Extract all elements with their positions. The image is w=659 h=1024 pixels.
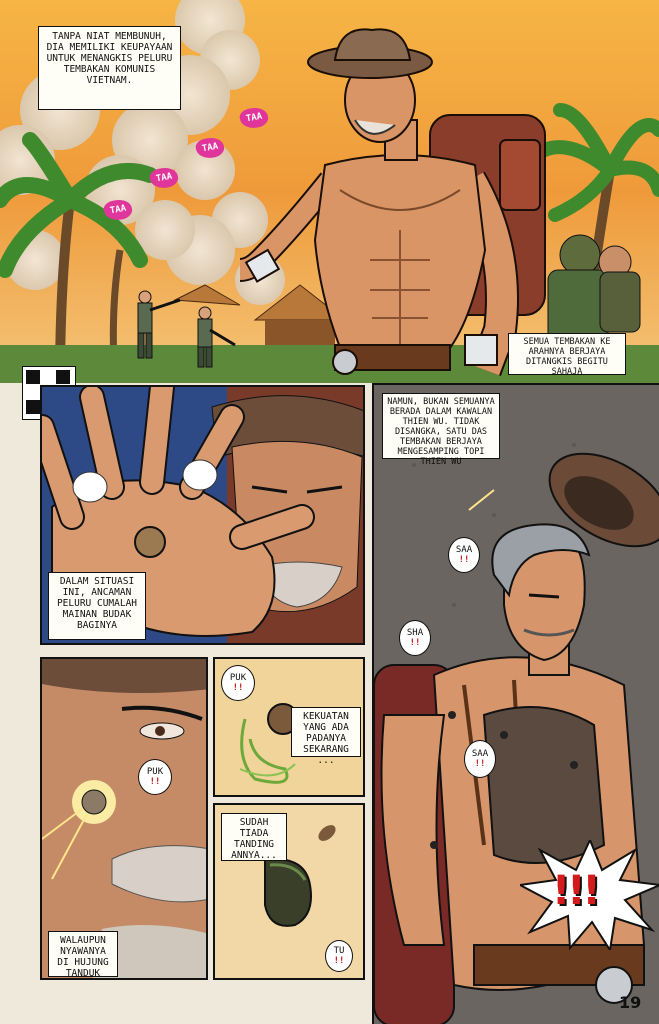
caption-right: NAMUN, BUKAN SEMUANYA BERADA DALAM KAWALAN THIEN WU. TIDAK DISANGKA, SATU DAS TEMBAKAN BERJAYA MENGESAMPING TOPI THIEN WU [382, 393, 500, 459]
sfx-puk-power-bang: !! [232, 683, 244, 693]
sfx-saa-2 [464, 740, 496, 778]
caption-power: KEKUATAN YANG ADA PADANYA SEKARANG ... [291, 707, 361, 757]
caption-top-left: TANPA NIAT MEMBUNUH, DIA MEMILIKI KEUPAYAAN UNTUK MENANGKIS PELURU TEMBAKAN KOMUNIS VIETNAM. [38, 26, 181, 110]
sfx-saa-1 [448, 537, 480, 573]
sfx-taa-4: TAA [102, 198, 133, 223]
sfx-sha-text: SHA [406, 628, 424, 638]
panel-face-closeup [40, 657, 208, 980]
sfx-puk-power [221, 665, 255, 701]
sfx-puk-face-bang: !! [149, 777, 161, 787]
sfx-tu-text: TU [333, 946, 345, 956]
caption-unmatched: SUDAH TIADA TANDING ANNYA... [221, 813, 287, 861]
sfx-sha-bang: !! [409, 638, 421, 648]
sfx-taa-1: TAA [238, 106, 269, 131]
panel-right-tall [372, 383, 659, 1024]
sfx-saa-1-bang: !! [458, 555, 470, 565]
panel-unmatched [213, 803, 365, 980]
sfx-puk-power-text: PUK [229, 673, 247, 683]
sfx-saa-2-text: SAA [471, 749, 489, 759]
sfx-puk-face-text: PUK [146, 767, 164, 777]
panel-top-battle [0, 0, 659, 383]
sfx-tu [325, 940, 353, 972]
caption-hand: DALAM SITUASI INI, ANCAMAN PELURU CUMALAH MAINAN BUDAK BAGINYA [48, 572, 146, 640]
panel-hand-deflect [40, 385, 365, 645]
sfx-tu-bang: !! [333, 956, 345, 966]
sfx-taa-2: TAA [194, 136, 225, 161]
sfx-saa-2-bang: !! [474, 759, 486, 769]
sfx-saa-1-text: SAA [455, 545, 473, 555]
exclaim-text: !!! [552, 868, 598, 914]
sfx-taa-3: TAA [148, 166, 179, 191]
caption-face: WALAUPUN NYAWANYA DI HUJUNG TANDUK [48, 931, 118, 977]
caption-top-right: SEMUA TEMBAKAN KE ARAHNYA BERJAYA DITANGKIS BEGITU SAHAJA [508, 333, 626, 375]
page-number: 19 [619, 993, 642, 1012]
panel-power [213, 657, 365, 797]
sfx-puk-face [138, 759, 172, 795]
sfx-sha [399, 620, 431, 656]
